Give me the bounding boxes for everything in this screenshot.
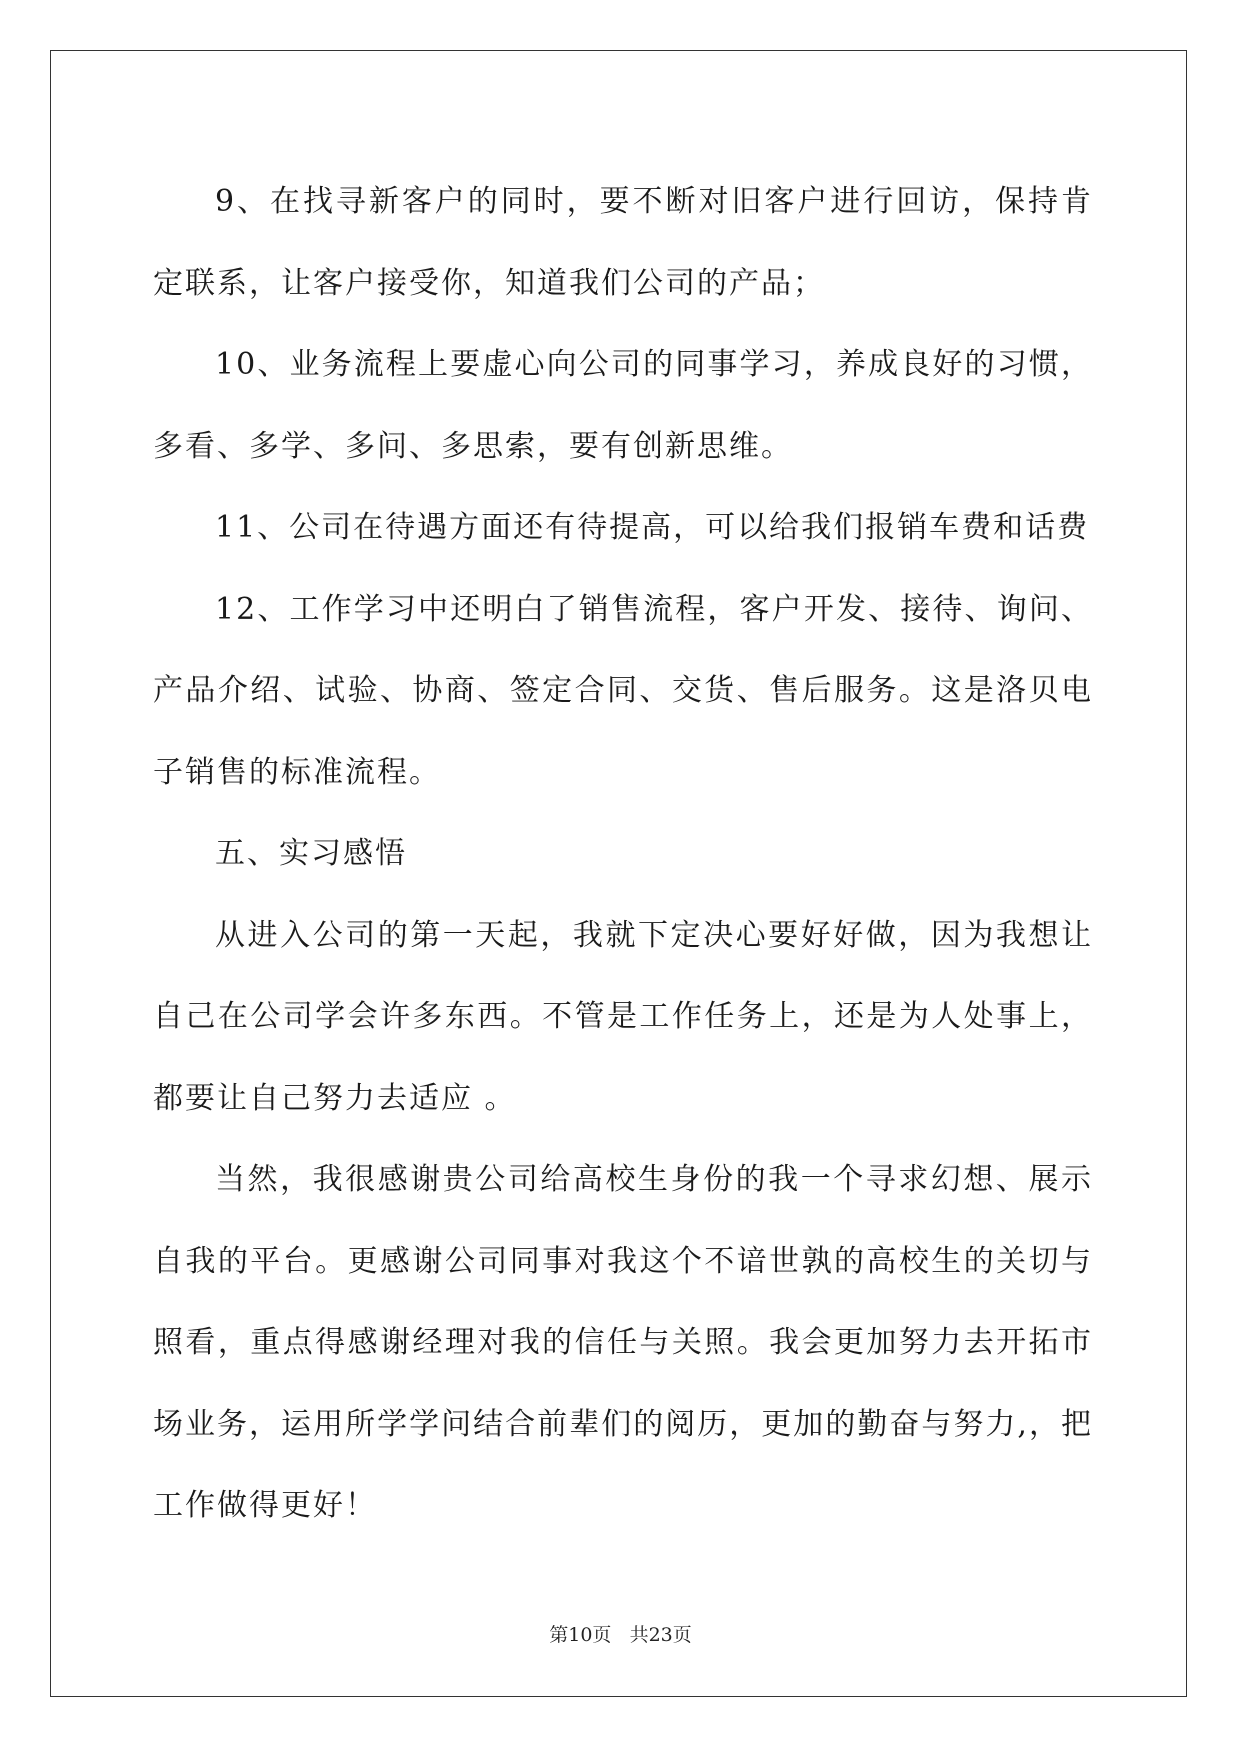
total-pages: 23 <box>648 1624 673 1646</box>
paragraph-item-11: 11、公司在待遇方面还有待提高，可以给我们报销车费和话费 <box>215 510 1090 545</box>
paragraph-item-12: 12、工作学习中还明白了销售流程，客户开发、接待、询问、产品介绍、试验、协商、签定合同、交货、售后服务。这是洛贝电子销售的标准流程。 <box>153 591 1093 790</box>
total-label-suffix: 页 <box>672 1624 692 1646</box>
page-number: 10 <box>568 1624 593 1646</box>
page-label-prefix: 第 <box>549 1624 569 1646</box>
paragraph-item-10: 10、业务流程上要虚心向公司的同事学习，养成良好的习惯，多看、多学、多问、多思索，要有创新思维。 <box>153 347 1093 464</box>
paragraph-item-9: 9、在找寻新客户的同时，要不断对旧客户进行回访，保持肯定联系，让客户接受你，知道我们公司的产品； <box>153 184 1093 301</box>
page-label-suffix: 页 <box>592 1624 612 1646</box>
document-body <box>153 161 1093 1547</box>
paragraph-reflection-2: 当然，我很感谢贵公司给高校生身份的我一个寻求幻想、展示自我的平台。更感谢公司同事对我这个不谙世孰的高校生的关切与照看，重点得感谢经理对我的信任与关照。我会更加努力去开拓市场业务，运用所学学问结合前辈们的阅历，更加的勤奋与努力,，把工作做得更好！ <box>153 1162 1093 1523</box>
page-footer <box>0 1620 1241 1647</box>
section-heading: 五、实习感悟 <box>215 836 407 871</box>
total-label-prefix: 共 <box>629 1624 649 1646</box>
paragraph-reflection-1: 从进入公司的第一天起，我就下定决心要好好做，因为我想让自己在公司学会许多东西。不管是工作任务上，还是为人处事上，都要让自己努力去适应 。 <box>153 917 1093 1116</box>
